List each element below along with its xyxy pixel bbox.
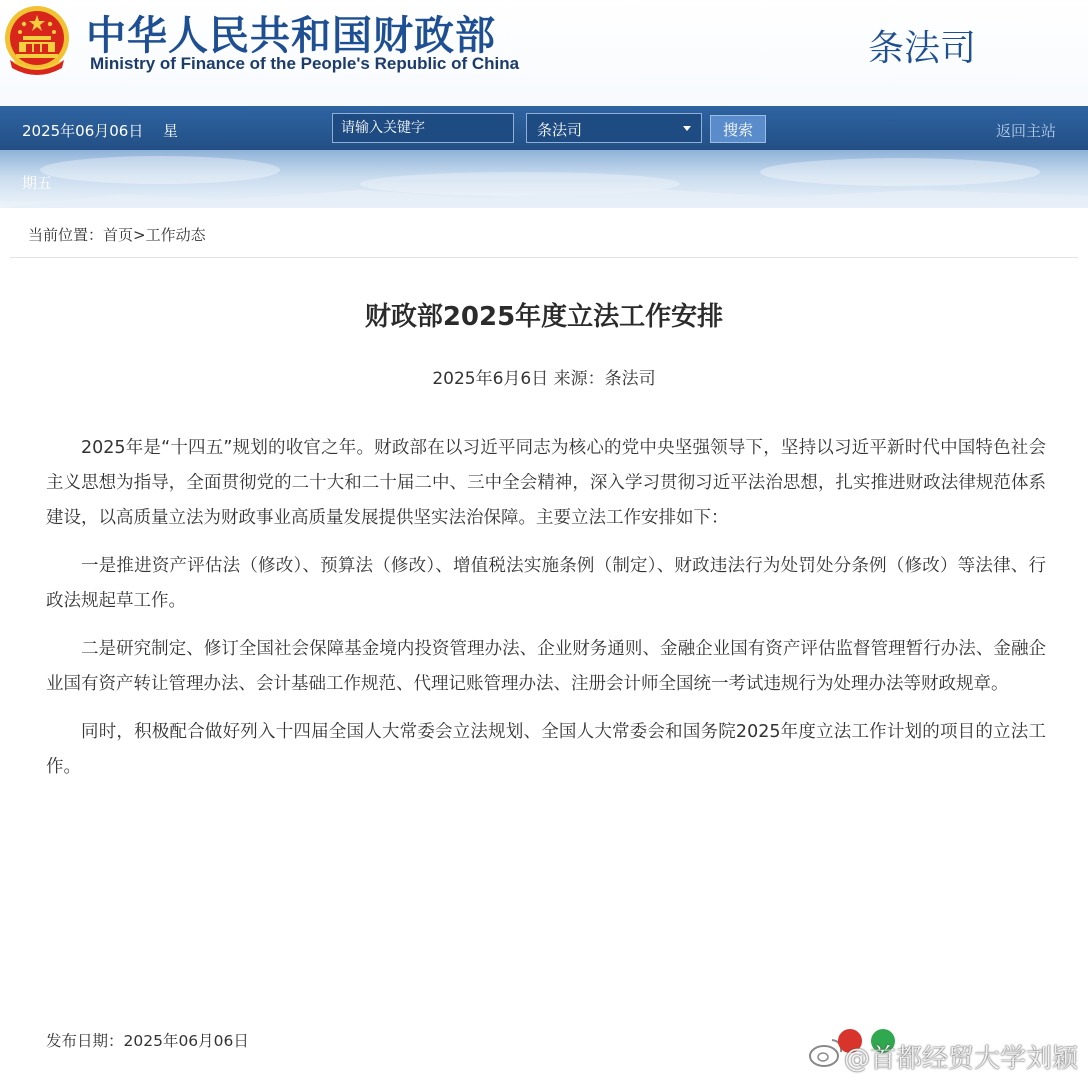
article-meta: 2025年6月6日 来源：条法司 bbox=[432, 369, 656, 389]
article-paragraph: 同时，积极配合做好列入十四届全国人大常委会立法规划、全国人大常委会和国务院2025年度立法工作计划的项目的立法工作。 bbox=[46, 722, 1046, 777]
site-header bbox=[0, 0, 1088, 106]
department-select[interactable] bbox=[526, 113, 702, 143]
weekday-prefix: 星 bbox=[163, 122, 179, 140]
breadcrumb-separator: > bbox=[133, 226, 146, 244]
cloud-decoration bbox=[0, 150, 1088, 208]
department-select-value: 条法司 bbox=[537, 121, 583, 139]
article-paragraph: 一是推进资产评估法（修改）、预算法（修改）、增值税法实施条例（制定）、财政违法行为处罚处分条例（修改）等法律、行政法规起草工作。 bbox=[46, 556, 1046, 611]
weekday-suffix: 期五 bbox=[22, 174, 53, 192]
publish-date: 发布日期：2025年06月06日 bbox=[46, 1032, 249, 1050]
ministry-name-cn: 中华人民共和国财政部 bbox=[86, 13, 496, 59]
breadcrumb-prefix: 当前位置： bbox=[28, 226, 104, 244]
article-paragraph: 二是研究制定、修订全国社会保障基金境内投资管理办法、企业财务通则、金融企业国有资产评估监督管理暂行办法、金融企业国有资产转让管理办法、会计基础工作规范、代理记账管理办法、注册会计师全国统一考试违规行为处理办法等财政规章。 bbox=[46, 639, 1046, 694]
breadcrumb bbox=[28, 224, 206, 245]
chevron-down-icon bbox=[683, 126, 691, 131]
breadcrumb-current-link[interactable]: 工作动态 bbox=[145, 226, 206, 244]
national-emblem-icon bbox=[2, 2, 72, 76]
watermark-text: @首都经贸大学刘颖 bbox=[844, 1044, 1079, 1074]
current-date: 2025年06月06日 bbox=[22, 122, 144, 140]
return-home-link[interactable]: 返回主站 bbox=[996, 122, 1057, 140]
search-input[interactable] bbox=[332, 113, 514, 143]
search-button[interactable]: 搜索 bbox=[710, 115, 766, 143]
breadcrumb-divider bbox=[10, 257, 1078, 258]
article-body bbox=[46, 431, 1046, 798]
banner-band bbox=[0, 150, 1088, 208]
article-paragraph: 2025年是“十四五”规划的收官之年。财政部在以习近平同志为核心的党中央坚强领导下，坚持以习近平新时代中国特色社会主义思想为指导，全面贯彻党的二十大和二十届二中、三中全会精神，深入学习贯彻习近平法治思想，扎实推进财政法律规范体系建设，以高质量立法为财政事业高质量发展提供坚实法治保障。主要立法工作安排如下： bbox=[46, 438, 1046, 528]
department-name: 条法司 bbox=[868, 28, 977, 69]
breadcrumb-home-link[interactable]: 首页 bbox=[103, 226, 134, 244]
top-navbar bbox=[0, 106, 1088, 150]
article-title: 财政部2025年度立法工作安排 bbox=[364, 302, 724, 332]
watermark bbox=[806, 1024, 1088, 1074]
ministry-name-en: Ministry of Finance of the People's Republic of China bbox=[90, 54, 520, 73]
